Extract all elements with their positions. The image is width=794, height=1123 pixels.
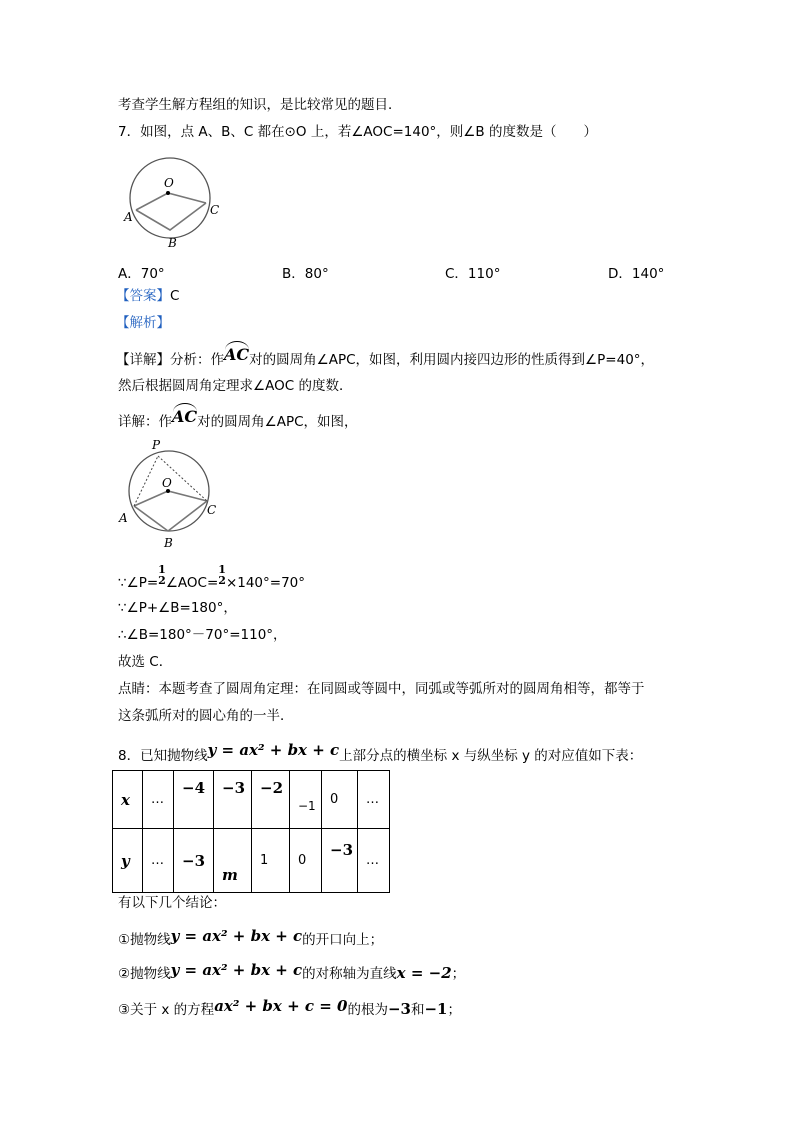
label-p: P — [152, 438, 161, 452]
text: 的对称轴为直线 — [302, 966, 397, 982]
comment-2: 这条弧所对的圆心角的一半． — [118, 708, 294, 724]
label-c: C — [210, 203, 220, 217]
text: 对的圆周角∠APC，如图，利用圆内接四边形的性质得到∠P=40°， — [249, 352, 655, 368]
table-row-x — [113, 771, 390, 829]
label-c: C — [207, 503, 217, 517]
comment-1: 点睛：本题考查了圆周角定理：在同圆或等圆中，同弧或等弧所对的圆周角相等，都等于 — [118, 681, 645, 697]
cell: −3 — [174, 829, 214, 893]
text: 对的圆周角∠APC，如图， — [197, 414, 358, 430]
fraction-half — [158, 564, 166, 586]
conclusions-intro: 有以下几个结论： — [118, 895, 226, 911]
cell: 0 — [322, 771, 358, 829]
equation: y = ax² + bx + c — [207, 741, 340, 759]
num: 1 — [158, 563, 166, 576]
q7-stem: 7．如图，点 A、B、C 都在⊙O 上，若∠AOC=140°，则∠B 的度数是（ ） — [118, 124, 597, 140]
arc-ac: AC — [224, 345, 250, 364]
value-table — [112, 770, 390, 893]
detail-tag: 【详解】 — [116, 352, 170, 368]
q8-stem — [118, 741, 643, 765]
cell: −2 — [252, 771, 290, 829]
text: ； — [451, 966, 466, 982]
answer-value: C — [170, 288, 180, 304]
prev-tail: 考查学生解方程组的知识，是比较常见的题目． — [118, 97, 402, 113]
text: ∵∠P= — [118, 575, 159, 591]
cell: 0 — [290, 829, 322, 893]
cell: 1 — [252, 829, 290, 893]
text: 的开口向上； — [302, 932, 384, 948]
equation: ax² + bx + c = 0 — [214, 997, 348, 1015]
detail-line-2: 然后根据圆周角定理求∠AOC 的度数． — [118, 378, 353, 394]
den: 2 — [158, 574, 166, 587]
cell: −3 — [322, 829, 358, 893]
label-o: O — [164, 176, 174, 190]
cell: −1 — [290, 771, 322, 829]
step-1 — [118, 563, 306, 594]
root: −3 — [387, 1000, 411, 1018]
label-a: A — [119, 511, 128, 525]
equation: y = ax² + bx + c — [170, 961, 303, 979]
table-row-y — [113, 829, 390, 893]
text: ③关于 x 的方程 — [118, 1002, 215, 1018]
label-o: O — [162, 476, 172, 490]
label-b: B — [164, 536, 173, 550]
option-b: B．80° — [282, 266, 329, 282]
arc-ac: AC — [172, 407, 198, 426]
text: 详解：作 — [118, 414, 172, 430]
text: 的根为 — [347, 1002, 388, 1018]
detail-line-1 — [116, 345, 655, 369]
cell: −3 — [214, 771, 252, 829]
option-a: A．70° — [118, 266, 165, 282]
text: ②抛物线 — [118, 966, 171, 982]
num: 1 — [218, 563, 226, 576]
option-c: C．110° — [445, 266, 501, 282]
conclusion-3 — [118, 997, 461, 1019]
analysis-tag: 【解析】 — [116, 315, 170, 331]
cell: x — [113, 771, 143, 829]
text: ①抛物线 — [118, 932, 171, 948]
cell: … — [358, 771, 390, 829]
equation: y = ax² + bx + c — [170, 927, 303, 945]
label-a: A — [124, 210, 133, 224]
cell: −4 — [174, 771, 214, 829]
cell: … — [143, 829, 174, 893]
conclusion-2 — [118, 961, 466, 983]
label-b: B — [168, 236, 177, 250]
q7-figure — [115, 150, 230, 255]
q7-figure-2 — [115, 435, 230, 553]
cell: y — [113, 829, 143, 893]
detail2-line — [118, 407, 358, 431]
answer-line — [116, 287, 179, 305]
fraction-half — [218, 564, 226, 586]
conclusion-1 — [118, 927, 384, 949]
text: 和 — [410, 1002, 425, 1018]
step-2: ∵∠P+∠B=180°， — [118, 600, 237, 616]
step-4: 故选 C． — [118, 654, 173, 670]
cell: m — [214, 829, 252, 893]
cell: … — [143, 771, 174, 829]
text: 8．已知抛物线 — [118, 748, 208, 764]
cell: … — [358, 829, 390, 893]
option-d: D．140° — [608, 266, 665, 282]
text: ×140°=70° — [225, 575, 306, 591]
den: 2 — [218, 574, 226, 587]
step-3: ∴∠B=180°－70°=110°， — [118, 627, 287, 643]
root: −1 — [424, 1000, 448, 1018]
equation: x = −2 — [396, 964, 452, 982]
text: ∠AOC= — [165, 575, 219, 591]
text: 上部分点的横坐标 x 与纵坐标 y 的对应值如下表： — [339, 748, 643, 764]
answer-tag: 【答案】 — [116, 288, 170, 304]
text: ； — [447, 1002, 461, 1018]
text: 分析：作 — [170, 352, 224, 368]
